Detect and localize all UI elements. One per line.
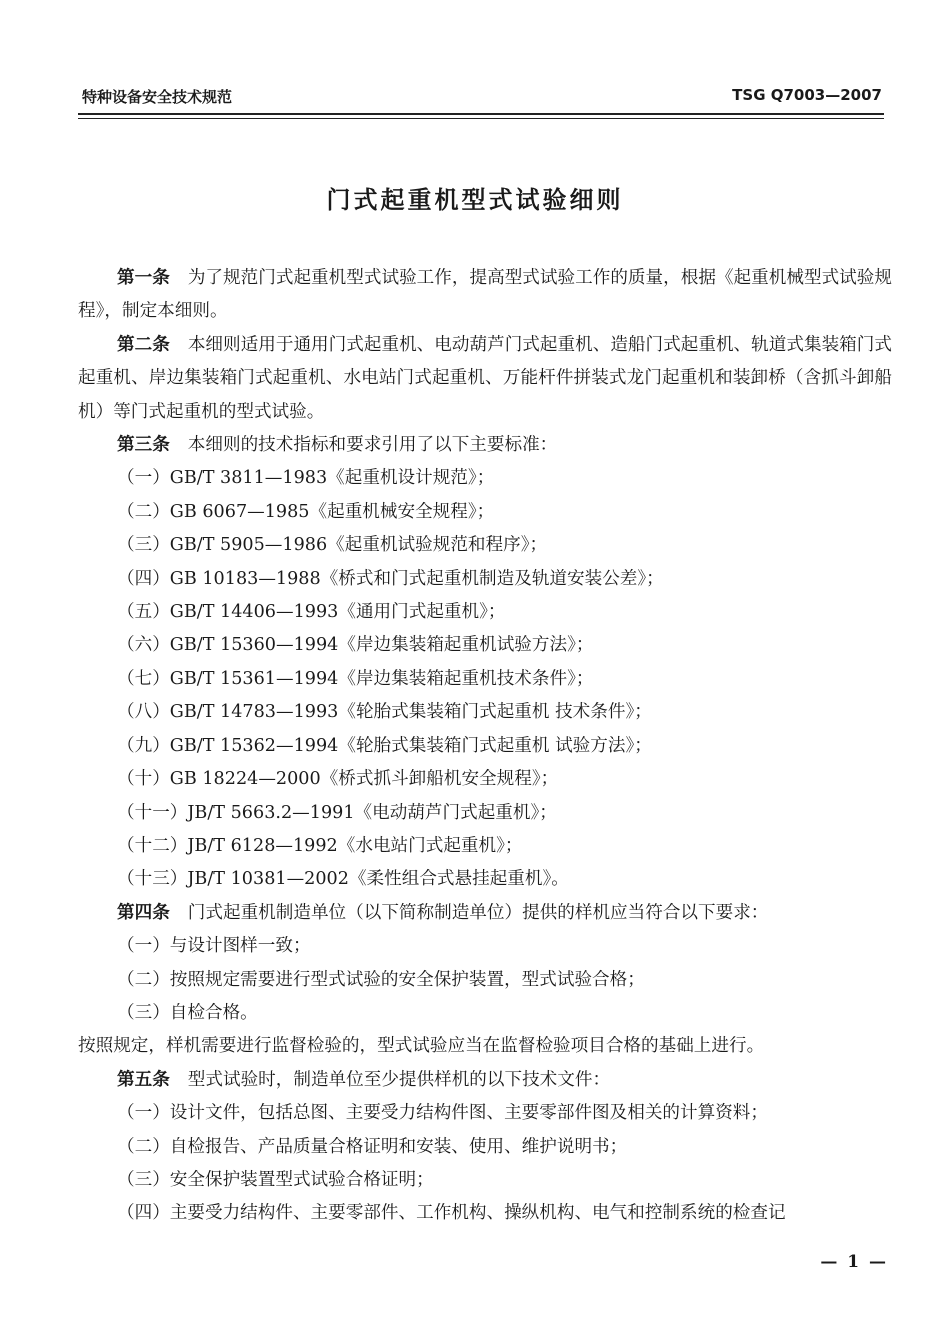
list-item: （七）GB/T 15361—1994《岸边集装箱起重机技术条件》； [117,668,594,689]
header-document-code: TSG Q7003—2007 [732,86,882,104]
list-item: （二）按照规定需要进行型式试验的安全保护装置，型式试验合格； [117,969,645,990]
article-text: 本细则的技术指标和要求引用了以下主要标准： [187,435,558,456]
article-text: 门式起重机制造单位（以下简称制造单位）提供的样机应当符合以下要求： [187,902,769,923]
article-text: 为了规范门式起重机型式试验工作，提高型式试验工作的质量，根据《起重机械型式试验规程》，制定本细则。 [78,268,892,322]
list-item: （六）GB/T 15360—1994《岸边集装箱起重机试验方法》； [117,635,594,656]
article-4 [78,897,892,930]
article-2 [78,329,892,429]
article-label: 第一条 [117,268,170,288]
list-item: （三）自检合格。 [117,1002,258,1023]
article-text: 本细则适用于通用门式起重机、电动葫芦门式起重机、造船门式起重机、轨道式集装箱门式起重机、岸边集装箱门式起重机、水电站门式起重机、万能杆件拼装式龙门起重机和装卸桥（含抓斗卸船机）等门式起重机的型式试验。 [78,334,892,422]
list-item: （四）GB 10183—1988《桥式和门式起重机制造及轨道安装公差》； [117,568,664,589]
article-3 [78,429,892,462]
article-label: 第五条 [117,1069,170,1090]
header-rule-thin [78,118,884,119]
list-item: （四）主要受力结构件、主要零部件、工作机构、操纵机构、电气和控制系统的检查记 [117,1203,786,1224]
list-item: （九）GB/T 15362—1994《轮胎式集装箱门式起重机 试验方法》； [117,735,652,756]
article-label: 第二条 [117,334,170,355]
article-5 [78,1064,892,1097]
running-header [78,84,884,112]
list-item: （一）设计文件，包括总图、主要受力结构件图、主要零部件图及相关的计算资料； [117,1103,768,1124]
document-title: 门式起重机型式试验细则 [326,186,624,214]
article-label: 第四条 [117,902,170,923]
page-number: — 1 — [820,1252,888,1272]
list-item: （一）GB/T 3811—1983《起重机设计规范》； [117,468,495,489]
list-item: （二）自检报告、产品质量合格证明和安装、使用、维护说明书； [117,1136,628,1157]
list-item: （八）GB/T 14783—1993《轮胎式集装箱门式起重机 技术条件》； [117,702,652,723]
list-item: （十）GB 18224—2000《桥式抓斗卸船机安全规程》； [117,769,559,790]
article-label: 第三条 [117,435,170,456]
list-item: （一）与设计图样一致； [117,936,311,957]
list-item: （十二）JB/T 6128—1992《水电站门式起重机》； [117,835,523,856]
article-1 [78,262,892,329]
list-item: （三）安全保护装置型式试验合格证明； [117,1169,434,1190]
list-item: （二）GB 6067—1985《起重机械安全规程》； [117,501,495,522]
document-body [78,262,892,1231]
list-item: （十三）JB/T 10381—2002《柔性组合式悬挂起重机》。 [117,869,569,890]
header-series-title: 特种设备安全技术规范 [82,88,233,106]
list-item: （十一）JB/T 5663.2—1991《电动葫芦门式起重机》； [117,802,557,823]
list-item: （三）GB/T 5905—1986《起重机试验规范和程序》； [117,535,548,556]
list-item: （五）GB/T 14406—1993《通用门式起重机》； [117,602,506,623]
article-text: 型式试验时，制造单位至少提供样机的以下技术文件： [187,1069,611,1090]
article-4-note: 按照规定，样机需要进行监督检验的，型式试验应当在监督检验项目合格的基础上进行。 [78,1036,765,1057]
header-rule-thick [78,113,884,115]
